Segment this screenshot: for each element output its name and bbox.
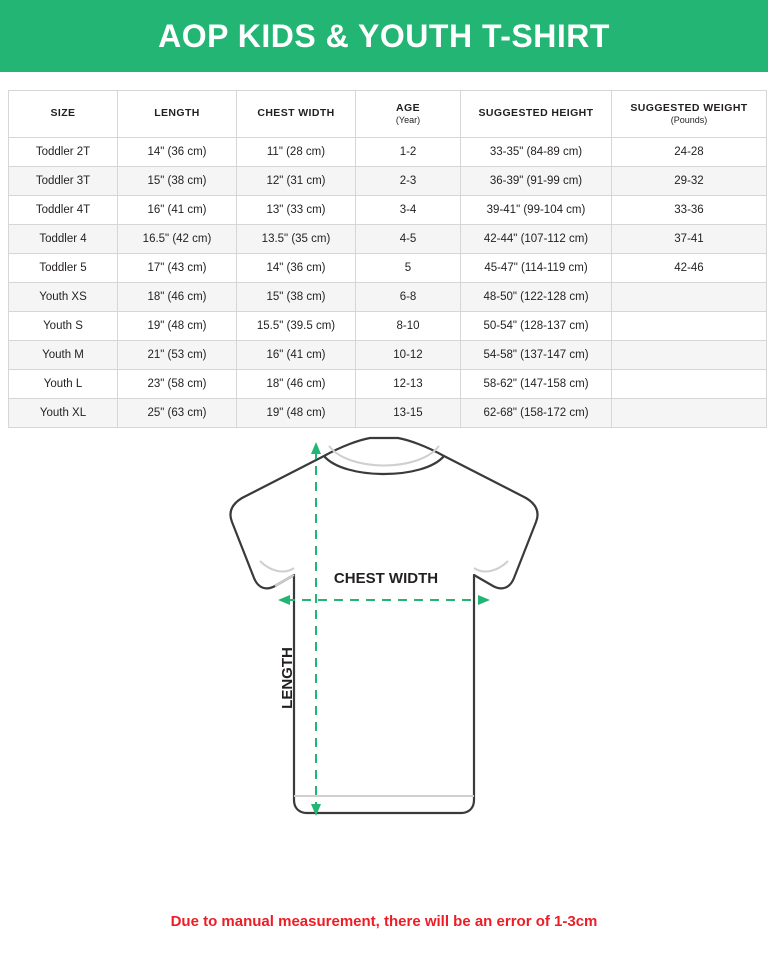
table-cell-chest: 15" (38 cm) xyxy=(237,283,356,312)
table-row xyxy=(9,138,767,167)
table-cell-age: 13-15 xyxy=(356,399,461,428)
table-cell-size: Toddler 2T xyxy=(9,138,118,167)
table-cell-height: 36-39" (91-99 cm) xyxy=(461,167,612,196)
table-cell-weight: 29-32 xyxy=(612,167,767,196)
table-body xyxy=(9,138,767,428)
length-arrow-top-icon xyxy=(311,442,321,454)
column-header-suggested-weight-label: SUGGESTED WEIGHT xyxy=(630,101,748,114)
table-cell-age: 12-13 xyxy=(356,370,461,399)
table-row xyxy=(9,254,767,283)
table-cell-length: 17" (43 cm) xyxy=(118,254,237,283)
column-header-age-sublabel: (Year) xyxy=(395,114,421,125)
page-title: AOP KIDS & YOUTH T-SHIRT xyxy=(158,17,610,54)
table-cell-age: 3-4 xyxy=(356,196,461,225)
table-cell-weight xyxy=(612,312,767,341)
header-banner xyxy=(0,0,768,72)
column-header-size xyxy=(9,91,118,138)
table-header-row xyxy=(9,91,767,138)
table-cell-chest: 19" (48 cm) xyxy=(237,399,356,428)
shirt-outline xyxy=(230,438,537,813)
tshirt-diagram xyxy=(0,428,768,913)
table-cell-size: Youth XL xyxy=(9,399,118,428)
table-cell-size: Youth XS xyxy=(9,283,118,312)
table-cell-chest: 13" (33 cm) xyxy=(237,196,356,225)
column-header-length xyxy=(118,91,237,138)
table-cell-chest: 11" (28 cm) xyxy=(237,138,356,167)
size-table xyxy=(8,90,767,428)
table-cell-size: Toddler 3T xyxy=(9,167,118,196)
table-cell-length: 15" (38 cm) xyxy=(118,167,237,196)
table-cell-height: 42-44" (107-112 cm) xyxy=(461,225,612,254)
table-cell-weight xyxy=(612,370,767,399)
chest-width-label: CHEST WIDTH xyxy=(333,570,439,587)
table-row xyxy=(9,370,767,399)
table-row xyxy=(9,225,767,254)
column-header-age-label: AGE xyxy=(396,101,420,114)
table-row xyxy=(9,312,767,341)
table-cell-size: Toddler 4T xyxy=(9,196,118,225)
table-cell-weight xyxy=(612,399,767,428)
table-cell-size: Toddler 5 xyxy=(9,254,118,283)
table-cell-weight: 33-36 xyxy=(612,196,767,225)
column-header-length-label: LENGTH xyxy=(154,107,200,120)
chest-arrow-right-icon xyxy=(478,595,490,605)
column-header-suggested-height xyxy=(461,91,612,138)
table-cell-height: 62-68" (158-172 cm) xyxy=(461,399,612,428)
table-cell-length: 16.5" (42 cm) xyxy=(118,225,237,254)
column-header-size-label: SIZE xyxy=(50,107,76,120)
length-label: LENGTH xyxy=(279,647,296,709)
column-header-chest-width-label: CHEST WIDTH xyxy=(257,107,335,120)
table-cell-age: 5 xyxy=(356,254,461,283)
table-cell-weight xyxy=(612,283,767,312)
table-cell-length: 25" (63 cm) xyxy=(118,399,237,428)
table-cell-height: 45-47" (114-119 cm) xyxy=(461,254,612,283)
table-cell-weight: 24-28 xyxy=(612,138,767,167)
table-cell-length: 16" (41 cm) xyxy=(118,196,237,225)
table-cell-height: 39-41" (99-104 cm) xyxy=(461,196,612,225)
chest-arrow-left-icon xyxy=(278,595,290,605)
table-row xyxy=(9,399,767,428)
table-cell-chest: 13.5" (35 cm) xyxy=(237,225,356,254)
table-cell-weight: 37-41 xyxy=(612,225,767,254)
table-cell-height: 48-50" (122-128 cm) xyxy=(461,283,612,312)
table-cell-chest: 15.5" (39.5 cm) xyxy=(237,312,356,341)
table-cell-chest: 16" (41 cm) xyxy=(237,341,356,370)
table-cell-age: 2-3 xyxy=(356,167,461,196)
table-header xyxy=(9,91,767,138)
table-cell-length: 19" (48 cm) xyxy=(118,312,237,341)
table-cell-age: 8-10 xyxy=(356,312,461,341)
table-cell-age: 10-12 xyxy=(356,341,461,370)
table-cell-size: Youth M xyxy=(9,341,118,370)
column-header-age xyxy=(356,91,461,138)
table-cell-weight xyxy=(612,341,767,370)
table-cell-height: 50-54" (128-137 cm) xyxy=(461,312,612,341)
measurement-disclaimer: Due to manual measurement, there will be an error of 1-3cm xyxy=(170,913,598,930)
column-header-suggested-weight-sublabel: (Pounds) xyxy=(670,114,708,125)
table-cell-chest: 12" (31 cm) xyxy=(237,167,356,196)
table-cell-size: Youth S xyxy=(9,312,118,341)
table-cell-height: 54-58" (137-147 cm) xyxy=(461,341,612,370)
table-cell-length: 21" (53 cm) xyxy=(118,341,237,370)
table-cell-height: 33-35" (84-89 cm) xyxy=(461,138,612,167)
table-cell-age: 6-8 xyxy=(356,283,461,312)
table-cell-size: Toddler 4 xyxy=(9,225,118,254)
table-cell-size: Youth L xyxy=(9,370,118,399)
table-cell-length: 23" (58 cm) xyxy=(118,370,237,399)
table-row xyxy=(9,196,767,225)
table-cell-height: 58-62" (147-158 cm) xyxy=(461,370,612,399)
table-cell-weight: 42-46 xyxy=(612,254,767,283)
table-row xyxy=(9,341,767,370)
table-cell-length: 18" (46 cm) xyxy=(118,283,237,312)
table-row xyxy=(9,167,767,196)
column-header-chest-width xyxy=(237,91,356,138)
table-row xyxy=(9,283,767,312)
table-cell-length: 14" (36 cm) xyxy=(118,138,237,167)
table-cell-age: 4-5 xyxy=(356,225,461,254)
table-cell-age: 1-2 xyxy=(356,138,461,167)
tshirt-illustration xyxy=(174,428,594,848)
size-table-container xyxy=(0,72,768,428)
column-header-suggested-height-label: SUGGESTED HEIGHT xyxy=(478,107,594,120)
column-header-suggested-weight xyxy=(612,91,767,138)
table-cell-chest: 14" (36 cm) xyxy=(237,254,356,283)
table-cell-chest: 18" (46 cm) xyxy=(237,370,356,399)
